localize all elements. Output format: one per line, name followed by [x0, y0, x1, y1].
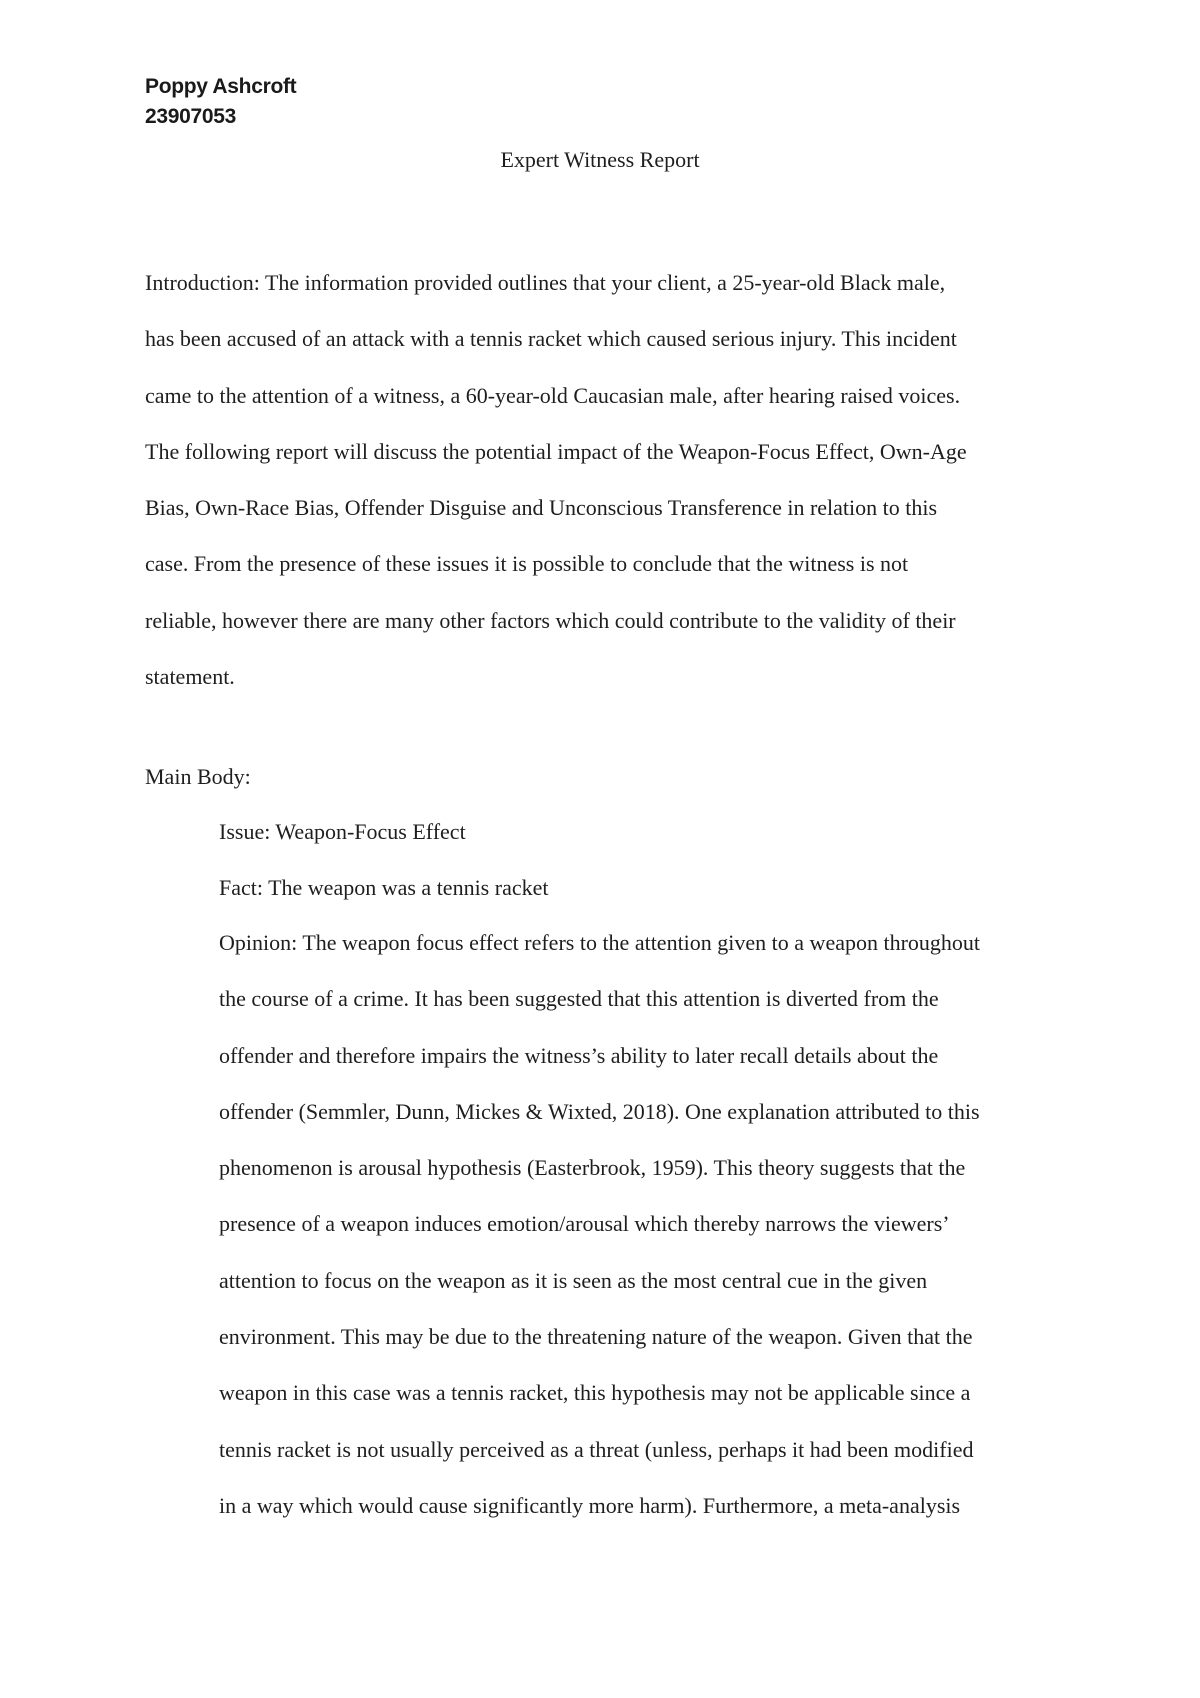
opinion-line: offender and therefore impairs the witness’s ability to later recall details about the [219, 1042, 939, 1068]
opinion-line: weapon in this case was a tennis racket, this hypothesis may not be applicable since a [219, 1380, 971, 1406]
opinion-paragraph [219, 915, 1099, 1534]
opinion-line: presence of a weapon induces emotion/arousal which thereby narrows the viewers’ [219, 1211, 950, 1237]
opinion-line: in a way which would cause significantly more harm). Furthermore, a meta-analysis [219, 1492, 961, 1518]
introduction-line: Bias, Own-Race Bias, Offender Disguise and Unconscious Transference in relation to this [145, 495, 938, 521]
opinion-line: environment. This may be due to the threatening nature of the weapon. Given that the [219, 1324, 973, 1350]
introduction-line: has been accused of an attack with a tennis racket which caused serious injury. This incident [145, 326, 957, 352]
issue-line: Issue: Weapon-Focus Effect [219, 819, 466, 844]
opinion-line: tennis racket is not usually perceived as a threat (unless, perhaps it had been modified [219, 1436, 974, 1462]
main-body-heading: Main Body: [145, 764, 251, 789]
student-id: 23907053 [145, 105, 237, 128]
introduction-line: reliable, however there are many other factors which could contribute to the validity of their [145, 607, 956, 633]
opinion-line: offender (Semmler, Dunn, Mickes & Wixted, 2018). One explanation attributed to this [219, 1098, 980, 1124]
opinion-line: Opinion: The weapon focus effect refers to the attention given to a weapon throughout [219, 930, 981, 955]
introduction-line: The following report will discuss the potential impact of the Weapon-Focus Effect, Own-Age [145, 438, 967, 464]
author-name: Poppy Ashcroft [145, 75, 297, 98]
author-block [145, 72, 296, 132]
introduction-paragraph [145, 255, 1075, 705]
introduction-line: case. From the presence of these issues it is possible to conclude that the witness is not [145, 551, 909, 577]
introduction-line: Introduction: The information provided outlines that your client, a 25-year-old Black male, [145, 270, 946, 295]
introduction-line: came to the attention of a witness, a 60-year-old Caucasian male, after hearing raised voices. [145, 382, 961, 408]
opinion-line: phenomenon is arousal hypothesis (Easterbrook, 1959). This theory suggests that the [219, 1155, 966, 1181]
opinion-line: attention to focus on the weapon as it is seen as the most central cue in the given [219, 1267, 928, 1293]
report-title: Expert Witness Report [500, 147, 700, 172]
fact-line: Fact: The weapon was a tennis racket [219, 875, 549, 900]
introduction-line: statement. [145, 664, 235, 690]
opinion-line: the course of a crime. It has been suggested that this attention is diverted from the [219, 986, 939, 1012]
